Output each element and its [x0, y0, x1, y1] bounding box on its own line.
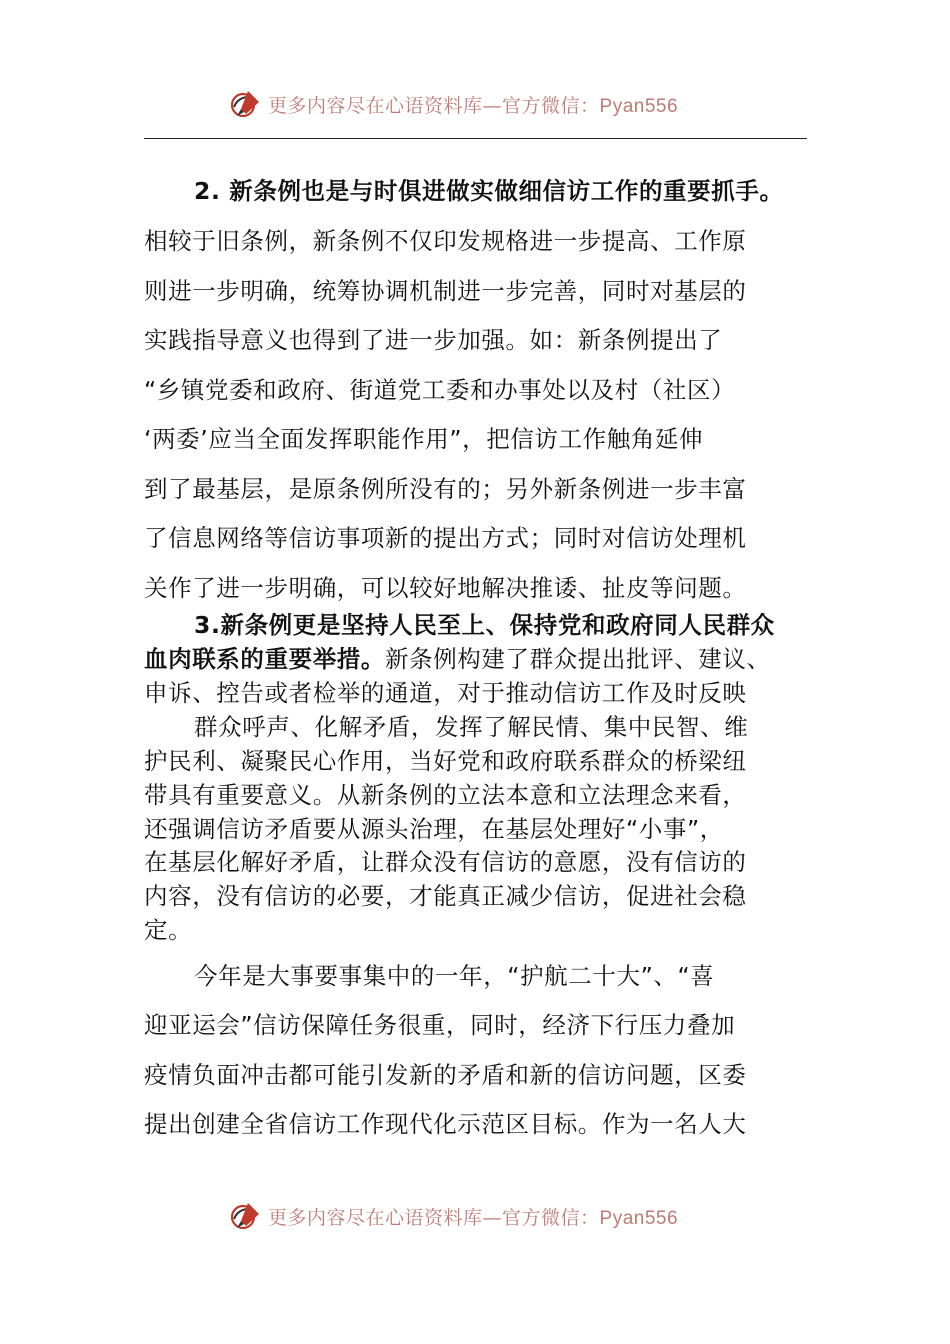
text-line: 定。: [144, 916, 193, 944]
text-line: 申诉、控告或者检举的通道，对于推动信访工作及时反映: [144, 679, 747, 707]
text-line-mixed: [144, 640, 824, 674]
text-line: 则进一步明确，统筹协调机制进一步完善，同时对基层的: [144, 277, 747, 305]
heading-3-continued: 血肉联系的重要举措。: [144, 645, 385, 673]
text-line: 关作了进一步明确，可以较好地解决推诿、扯皮等问题。: [144, 574, 747, 602]
text-line: 迎亚运会”信访保障任务很重，同时，经济下行压力叠加: [144, 1011, 736, 1039]
pen-logo-icon: [228, 1199, 262, 1233]
heading-2: 2. 新条例也是与时俱进做实做细信访工作的重要抓手。: [194, 177, 784, 205]
text-line: 今年是大事要事集中的一年，“护航二十大”、“喜: [194, 962, 715, 990]
footer-banner-text: 更多内容尽在心语资料库—官方微信：Pyan556: [268, 1206, 679, 1229]
text-line: 疫情负面冲击都可能引发新的矛盾和新的信访问题，区委: [144, 1061, 747, 1089]
text-line: 到了最基层，是原条例所没有的；另外新条例进一步丰富: [144, 475, 747, 503]
text-line: 内容，没有信访的必要，才能真正减少信访，促进社会稳: [144, 882, 747, 910]
header-divider: [144, 138, 807, 139]
footer-banner: [228, 1196, 748, 1236]
text-line: 护民利、凝聚民心作用，当好党和政府联系群众的桥梁纽: [144, 747, 747, 775]
header-banner: [228, 84, 748, 124]
pen-logo-icon: [228, 87, 262, 121]
heading-3: 3.新条例更是坚持人民至上、保持党和政府同人民群众: [194, 611, 775, 639]
text-line: 带具有重要意义。从新条例的立法本意和立法理念来看，: [144, 781, 747, 809]
text-line: 了信息网络等信访事项新的提出方式；同时对信访处理机: [144, 524, 747, 552]
wechat-id: Pyan556: [599, 1207, 679, 1229]
text-line: 在基层化解好矛盾，让群众没有信访的意愿，没有信访的: [144, 848, 747, 876]
wechat-id: Pyan556: [599, 95, 679, 117]
text-line: 群众呼声、化解矛盾，发挥了解民情、集中民智、维: [194, 713, 749, 741]
text-line: 提出创建全省信访工作现代化示范区目标。作为一名人大: [144, 1110, 747, 1138]
text-line: 还强调信访矛盾要从源头治理，在基层处理好“小事”，: [144, 815, 724, 843]
text-line: ‘两委’应当全面发挥职能作用”，把信访工作触角延伸: [144, 425, 704, 453]
header-banner-text: 更多内容尽在心语资料库—官方微信：Pyan556: [268, 94, 679, 117]
text-line: “乡镇党委和政府、街道党工委和办事处以及村（社区）: [144, 376, 736, 404]
text-span: 新条例构建了群众提出批评、建议、: [385, 645, 771, 673]
text-line: 实践指导意义也得到了进一步加强。如：新条例提出了: [144, 326, 723, 354]
text-line: 相较于旧条例，新条例不仅印发规格进一步提高、工作原: [144, 227, 747, 255]
